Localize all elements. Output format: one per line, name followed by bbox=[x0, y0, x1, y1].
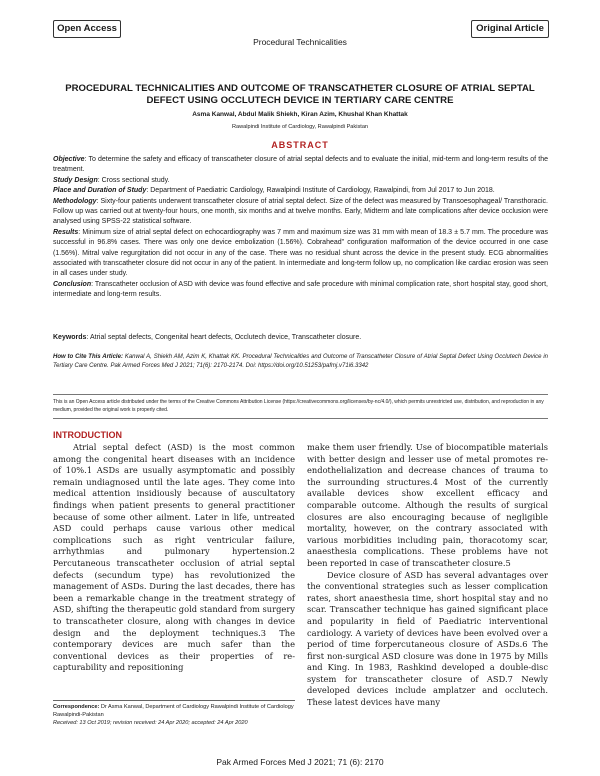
running-head: Procedural Technicalities bbox=[253, 37, 347, 47]
keywords-label: Keywords bbox=[53, 334, 87, 341]
author-list: Asma Kanwal, Abdul Malik Shiekh, Kiran Azim, Khushal Khan Khattak bbox=[192, 111, 408, 118]
keywords-text: : Atrial septal defects, Congenital heart defects, Occlutech device, Transcatheter closure. bbox=[86, 334, 362, 341]
abstract-place bbox=[53, 186, 548, 196]
article-type-badge: Original Article bbox=[471, 20, 549, 38]
body-column-right bbox=[307, 442, 548, 709]
intro-paragraph: Atrial septal defect (ASD) is the most common among the congenital heart diseases with an incidence of 10%.1 ASDs are usually asymptomatic and possibly remain undiagnosed until the late ages. They come into medical attention insidiously because of auscultatory findings when patient presents to general practitioner because of some other ailment. Later in life, untreated ASD could perhaps cause various other medical complications such as right ventricular failure, arrhythmias and pulmonary hypertension.2 Percutaneous transcatheter occlusion of atrial septal defects (secundum type) has revolutionized the management of ASDs. During the last decades, there has been a remarkable change in the treatment strategy of ASD, shifting the therapeutic gold standard from surgery to transcatheter closure, along with changes in device design and the deployment techniques.3 The contemporary devices are much safer than the conventional devices as their properties of re-capturability and repositioning bbox=[53, 442, 295, 673]
results-label: Results bbox=[53, 228, 79, 236]
divider bbox=[53, 418, 548, 419]
correspondence-note bbox=[53, 703, 295, 727]
affiliation: Rawalpindi Institute of Cardiology, Rawalpindi Pakistan bbox=[231, 124, 369, 130]
results-text: : Minimum size of atrial septal defect on echocardiography was 7 mm and maximum size was 31 mm with mean of 18.3 ± 5.7 mm. The procedure was successful in 96.8% cases. There was only one device embolization (1.56%). Cobrahead" configuration malformation of the device occurred in one case (1.56%). Mitral valve regurgitation did not occur in any of the case. There was no residual shunt across the device in the present study. ECG abnormalities associated with transcatheter closure did not occur in any of the patient. In intermediate and long-term follow up, no complication like cardiac erosion was seen in all cases under study. bbox=[53, 228, 548, 278]
abstract-objective bbox=[53, 155, 548, 176]
article-title: PROCEDURAL TECHNICALITIES AND OUTCOME OF TRANSCATHETER CLOSURE OF ATRIAL SEPTAL DEFECT USING OCCLUTECH DEVICE IN TERTIARY CARE CENTRE bbox=[65, 83, 535, 106]
citation bbox=[53, 353, 548, 371]
conclusion-label: Conclusion bbox=[53, 280, 92, 288]
license-notice: This is an Open Access article distributed under the terms of the Creative Commons Attribution License (https://creativecommons.org/licenses/by-nc/4.0/), which permits unrestricted use, distribution, and reproduction in any medium, provided the original work is properly cited. bbox=[53, 399, 544, 413]
citation-label: How to Cite This Article: bbox=[53, 354, 123, 360]
page-footer: Pak Armed Forces Med J 2021; 71 (6): 2170 bbox=[216, 757, 384, 767]
intro-paragraph: make them user friendly. Use of biocompatible materials with better design and lesser use of metal promotes re-endothelialization and decrease chances of trauma to the surrounding structures.4 Most of the currently available devices show excellent efficacy and comparable outcome. Although the results of surgical closures are also encouraging because of negligible mortality, however, on the contrary associated with various morbidities including pain, thoracotomy scar, anaesthesia complications. These problems have not been reported in case of transcatheter closure.5 bbox=[307, 442, 548, 568]
body-column-left bbox=[53, 442, 295, 674]
methods-label: Methodology bbox=[53, 197, 97, 205]
place-text: : Department of Paediatric Cardiology, Rawalpindi Institute of Cardiology, Rawalpindi, from Jul 2017 to Jun 2018. bbox=[146, 187, 495, 195]
introduction-heading: INTRODUCTION bbox=[53, 430, 122, 440]
open-access-badge: Open Access bbox=[53, 20, 121, 38]
divider bbox=[53, 394, 548, 395]
abstract-conclusion bbox=[53, 280, 548, 301]
place-label: Place and Duration of Study bbox=[53, 187, 147, 195]
citation-text: Kanwal A, Shiekh AM, Azim K, Khattak KK. Procedural Technicalities and Outcome of Transcatheter Closure of Atrial Septal Defect Using Occlutech Device in Tertiary Care Centre. Pak Armed Forces Med J 2021; 71(6): 2170-2174. Doi: https://doi.org/10.51253/pafmj.v71i6.3342 bbox=[53, 354, 548, 369]
objective-text: : To determine the safety and efficacy of transcatheter closure of atrial septal defects and to evaluate the initial, mid-term and long-term results of the treatment. bbox=[53, 156, 548, 174]
design-label: Study Design bbox=[53, 176, 98, 184]
abstract-heading: ABSTRACT bbox=[271, 140, 329, 150]
manuscript-dates: Received: 13 Oct 2019; revision received: 24 Apr 2020; accepted: 24 Apr 2020 bbox=[53, 720, 248, 726]
keywords bbox=[53, 334, 548, 341]
correspondence-label: Correspondence: bbox=[53, 704, 100, 710]
objective-label: Objective bbox=[53, 156, 85, 163]
abstract-results bbox=[53, 228, 548, 280]
abstract-design bbox=[53, 176, 548, 186]
intro-paragraph: Device closure of ASD has several advantages over the conventional strategies such as lesser complication rates, short anaesthesia time, short hospital stay and no scar. Transcather technique has gained significant place and popularity in field of Paediatric interventional cardiology. A variety of devices have been evolved over a period of time forpercutaneous closure of ASDs.6 The first non-surgical ASD closure was done in 1975 by Mills and King. In 1983, Rashkind developed a double-disc system for transcatheter closure of ASD.7 Newly developed devices include amplatzer and occlutech. These latest devices have many bbox=[307, 569, 548, 708]
design-text: : Cross sectional study. bbox=[97, 176, 170, 184]
abstract-body bbox=[53, 155, 548, 301]
correspondence-text: Dr Asma Kanwal, Department of Cardiology Rawalpindi Institute of Cardiology Rawalpindi-Pakistan bbox=[53, 704, 294, 718]
abstract-methods bbox=[53, 197, 548, 228]
footnote-rule bbox=[53, 700, 295, 701]
methods-text: : Sixty-four patients underwent transcatheter closure of atrial septal defect. Size of the defect was measured by Transoesophageal/ Transthoracic. Follow up was carried out at twenty-four hours, one month, six months and at twelve months. Early, Midterm and late complications after device occlusion were analysed using SPSS-22 statistical software. bbox=[53, 197, 548, 226]
conclusion-text: : Transcatheter occlusion of ASD with device was found effective and safe procedure with minimal complication rate, short hospital stay, good short, intermediate and long-term results. bbox=[53, 280, 548, 299]
